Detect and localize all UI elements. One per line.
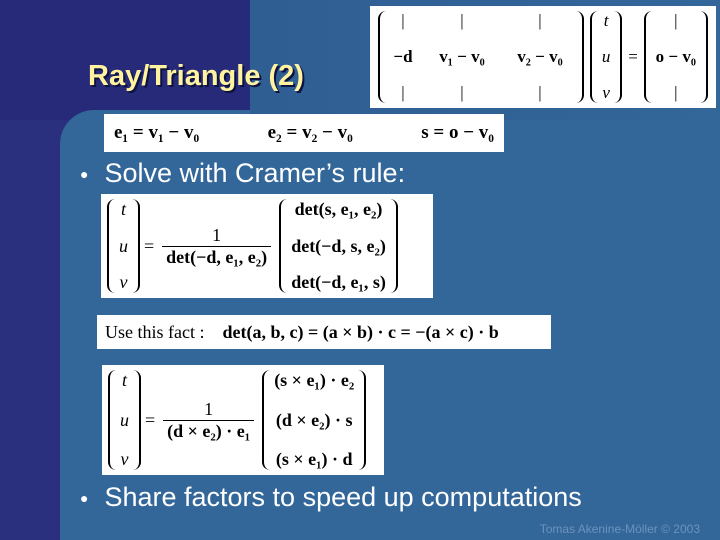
u-var: u [601,47,611,66]
bullet-text: Solve with Cramer’s rule: [104,158,406,188]
e1-definition: e₁ = v₁ − v₀ [114,122,200,143]
bullet-icon: ● [80,165,89,182]
slide-title: Ray/Triangle (2) [88,60,304,92]
fact-label: Use this fact : [105,321,205,342]
final-denominator: (d × e₂) · e₁ [163,420,254,442]
fact-formula: det(a, b, c) = (a × b) · c = −(a × c) · b [222,321,499,342]
neg-d-column: −d [393,47,413,66]
t-var: t [603,11,609,30]
v2-minus-v0-column: v₂ − v₀ [517,47,563,66]
bullet-text: Share factors to speed up computations [104,482,582,512]
bullet-icon: ● [80,489,89,506]
s-definition: s = o − v₀ [421,122,494,143]
copyright-footer: Tomas Akenine-Möller © 2003 [539,522,700,536]
v1-minus-v0-column: v₁ − v₀ [439,47,485,66]
final-solution-equation: t u v = $\frac{1}{\text{(d × e₂) · e₁}}$ (s × e₁) · e₂ (d × e₂) · s (s × e₁) · d [102,365,384,475]
e2-definition: e₂ = v₂ − v₀ [267,122,353,143]
cramer-rule-equation: t u v = $\frac{1}{\text{det(−d, e₁, e₂)}}$ det(s, e₁, e₂) det(−d, s, e₂) det(−d, e₁, s) [101,194,433,298]
o-minus-v0: o − v₀ [655,47,696,66]
cramer-denominator: det(−d, e₁, e₂) [162,246,271,268]
definitions-equation [104,114,504,152]
determinant-fact-equation [97,315,551,349]
bullet-share-factors [80,482,582,513]
linear-system-equation: | −d | | v₁ − v₀ | | v₂ − v₀ | t u v = | o − v₀ | [370,6,716,108]
v-var: v [602,83,610,102]
bullet-cramer [80,158,405,189]
